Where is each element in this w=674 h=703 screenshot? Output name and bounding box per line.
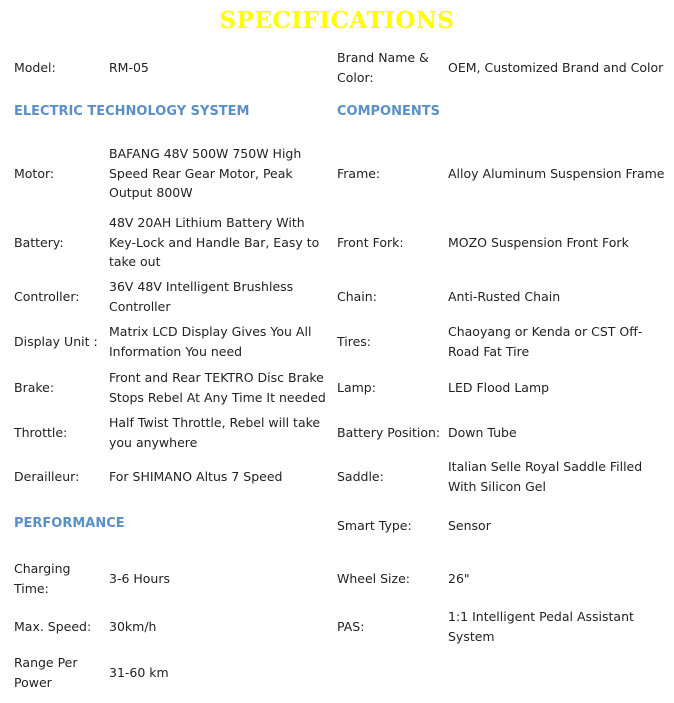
spec-label-tires: Tires: — [337, 334, 372, 349]
spec-value-wheel-size: 26" — [448, 571, 470, 586]
spec-label-charging-time: Charging Time: — [14, 561, 71, 596]
spec-label-brake: Brake: — [14, 380, 55, 395]
spec-label-battery: Battery: — [14, 235, 64, 250]
spec-label-smart-type: Smart Type: — [337, 518, 412, 533]
spec-value-max-speed: 30km/h — [109, 619, 157, 634]
section-heading-components: COMPONENTS — [337, 104, 440, 119]
spec-label-battery-position: Battery Position: — [337, 425, 441, 440]
spec-value-range-per-power: 31-60 km — [109, 665, 169, 680]
spec-value-brake: Front and Rear TEKTRO Disc Brake Stops Rebel At Any Time It needed — [109, 370, 326, 405]
spec-value-chain: Anti-Rusted Chain — [448, 289, 561, 304]
spec-label-controller: Controller: — [14, 289, 80, 304]
spec-value-motor: BAFANG 48V 500W 750W High Speed Rear Gear Motor, Peak Output 800W — [109, 146, 302, 200]
spec-value-saddle: Italian Selle Royal Saddle Filled With Silicon Gel — [448, 459, 643, 494]
spec-label-derailleur: Derailleur: — [14, 469, 80, 484]
spec-label-brand: Brand Name & Color: — [337, 50, 429, 85]
spec-label-throttle: Throttle: — [14, 425, 68, 440]
spec-value-derailleur: For SHIMANO Altus 7 Speed — [109, 469, 283, 484]
spec-label-max-speed: Max. Speed: — [14, 619, 92, 634]
spec-value-lamp: LED Flood Lamp — [448, 380, 550, 395]
section-heading-performance: PERFORMANCE — [14, 516, 125, 531]
spec-label-model: Model: — [14, 60, 56, 75]
spec-value-battery: 48V 20AH Lithium Battery With Key-Lock and Handle Bar, Easy to take out — [109, 215, 320, 269]
page-title: SPECIFICATIONS — [219, 7, 455, 34]
spec-value-tires: Chaoyang or Kenda or CST Off-Road Fat Tire — [448, 324, 643, 359]
spec-label-lamp: Lamp: — [337, 380, 376, 395]
spec-value-charging-time: 3-6 Hours — [109, 571, 171, 586]
spec-label-display-unit: Display Unit : — [14, 334, 98, 349]
spec-value-smart-type: Sensor — [448, 518, 491, 533]
spec-label-pas: PAS: — [337, 619, 365, 634]
spec-label-range-per-power: Range Per Power — [14, 655, 78, 690]
spec-label-front-fork: Front Fork: — [337, 235, 404, 250]
spec-value-display-unit: Matrix LCD Display Gives You All Information You need — [109, 324, 312, 359]
section-heading-electric: ELECTRIC TECHNOLOGY SYSTEM — [14, 104, 250, 119]
spec-label-wheel-size: Wheel Size: — [337, 571, 410, 586]
spec-value-controller: 36V 48V Intelligent Brushless Controller — [109, 279, 294, 314]
spec-label-saddle: Saddle: — [337, 469, 384, 484]
spec-value-front-fork: MOZO Suspension Front Fork — [448, 235, 629, 250]
spec-value-brand: OEM, Customized Brand and Color — [448, 60, 664, 75]
spec-value-battery-position: Down Tube — [448, 425, 517, 440]
spec-value-frame: Alloy Aluminum Suspension Frame — [448, 166, 665, 181]
spec-label-chain: Chain: — [337, 289, 377, 304]
spec-value-pas: 1:1 Intelligent Pedal Assistant System — [448, 609, 634, 644]
spec-label-motor: Motor: — [14, 166, 55, 181]
spec-value-model: RM-05 — [109, 60, 149, 75]
spec-value-throttle: Half Twist Throttle, Rebel will take you anywhere — [109, 415, 321, 450]
spec-label-frame: Frame: — [337, 166, 381, 181]
